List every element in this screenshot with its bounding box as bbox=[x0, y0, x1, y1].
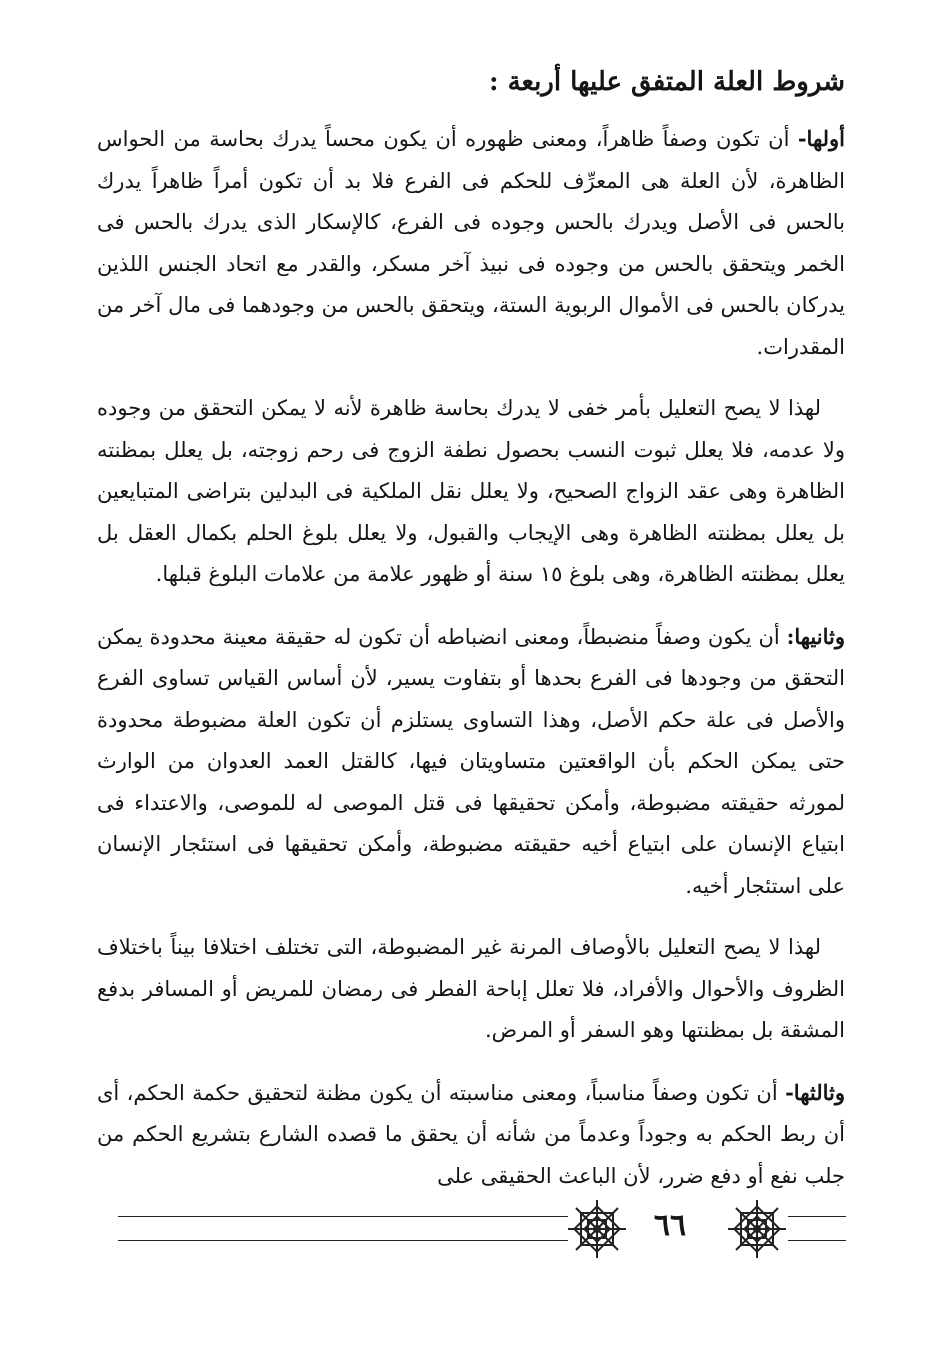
footer-rule-right-top bbox=[788, 1216, 846, 1217]
paragraph-second-condition-note bbox=[97, 927, 845, 1052]
section-heading: شروط العلة المتفق عليها أربعة : bbox=[488, 67, 845, 97]
page-number: ٦٦ bbox=[653, 1208, 687, 1243]
star-ornament-icon bbox=[726, 1198, 788, 1260]
footer-rule-left-bottom bbox=[118, 1240, 568, 1241]
paragraph-lead: وثالثها- bbox=[785, 1079, 845, 1105]
page-footer bbox=[0, 1190, 933, 1270]
body-text bbox=[97, 118, 845, 1217]
paragraph-text: لهذا لا يصح التعليل بالأوصاف المرنة غير المضبوطة، التى تختلف اختلافا بيناً باختلاف الظروف والأحوال والأفراد، فلا تعلل إباحة الفطر فى رمضان للمريض أو المسافر بدفع المشقة بل بمظنتها وهو السفر أو المرض. bbox=[97, 935, 845, 1042]
footer-rule-right-bottom bbox=[788, 1240, 846, 1241]
paragraph-text: أن تكون وصفاً مناسباً، ومعنى مناسبته أن يكون مظنة لتحقيق حكمة الحكم، أى أن ربط الحكم به وجوداً وعدماً من شأنه أن يحقق ما قصده الشارع بتشريع الحكم من جلب نفع أو دفع ضرر، لأن الباعث الحقيقى على bbox=[97, 1080, 845, 1188]
paragraph-text: أن تكون وصفاً ظاهراً، ومعنى ظهوره أن يكون محساً يدرك بحاسة من الحواس الظاهرة، لأن العلة هى المعرِّف للحكم فى الفرع فلا بد أن تكون أمراً ظاهراً يدرك بالحس فى الأصل ويدرك بالحس وجوده فى الفرع، كالإسكار الذى يدرك بالحس فى الخمر ويتحقق بالحس من وجوده فى نبيذ آخر مسكر، والقدر مع اتحاد الجنس اللذين يدركان بالحس فى الأموال الربوية الستة، ويتحقق بالحس من وجودهما فى مال آخر من المقدرات. bbox=[97, 127, 845, 359]
paragraph-first-condition bbox=[97, 118, 845, 368]
star-ornament-icon bbox=[566, 1198, 628, 1260]
paragraph-text: أن يكون وصفاً منضبطاً، ومعنى انضباطه أن تكون له حقيقة معينة محدودة يمكن التحقق من وجودها فى الفرع بحدها أو بتفاوت يسير، لأن أساس القياس تساوى الفرع والأصل فى علة حكم الأصل، وهذا التساوى يستلزم أن تكون العلة مضبوطة محدودة حتى يمكن الحكم بأن الواقعتين متساويتان فيها، كالقتل العمد العدوان من الوارث لمورثه حقيقته مضبوطة، وأمكن تحقيقها فى قتل الموصى له للموصى، والاعتداء فى ابتياع الإنسان على ابتياع أخيه حقيقته مضبوطة، وأمكن تحقيقها فى استئجار الإنسان على استئجار أخيه. bbox=[97, 624, 845, 898]
paragraph-lead: أولها- bbox=[797, 126, 845, 151]
paragraph-lead: وثانيها: bbox=[786, 623, 845, 649]
paragraph-text: لهذا لا يصح التعليل بأمر خفى لا يدرك بحاسة ظاهرة لأنه لا يمكن التحقق من وجوده ولا عدمه، فلا يعلل ثبوت النسب بحصول نطفة الزوج فى رحم زوجته، بل يعلل بمظنته الظاهرة وهى عقد الزواج الصحيح، ولا يعلل نقل الملكية فى البدلين بتراضى المتبايعين بل يعلل بمظنته الظاهرة وهى الإيجاب والقبول، ولا يعلل بلوغ الحلم بكمال العقل بل يعلل بمظنته الظاهرة، وهى بلوغ ١٥ سنة أو ظهور علامة من علامات البلوغ قبلها. bbox=[97, 396, 845, 586]
paragraph-first-condition-note bbox=[97, 388, 845, 596]
paragraph-second-condition bbox=[97, 616, 845, 908]
paragraph-third-condition bbox=[97, 1072, 845, 1198]
footer-rule-left-top bbox=[118, 1216, 568, 1217]
